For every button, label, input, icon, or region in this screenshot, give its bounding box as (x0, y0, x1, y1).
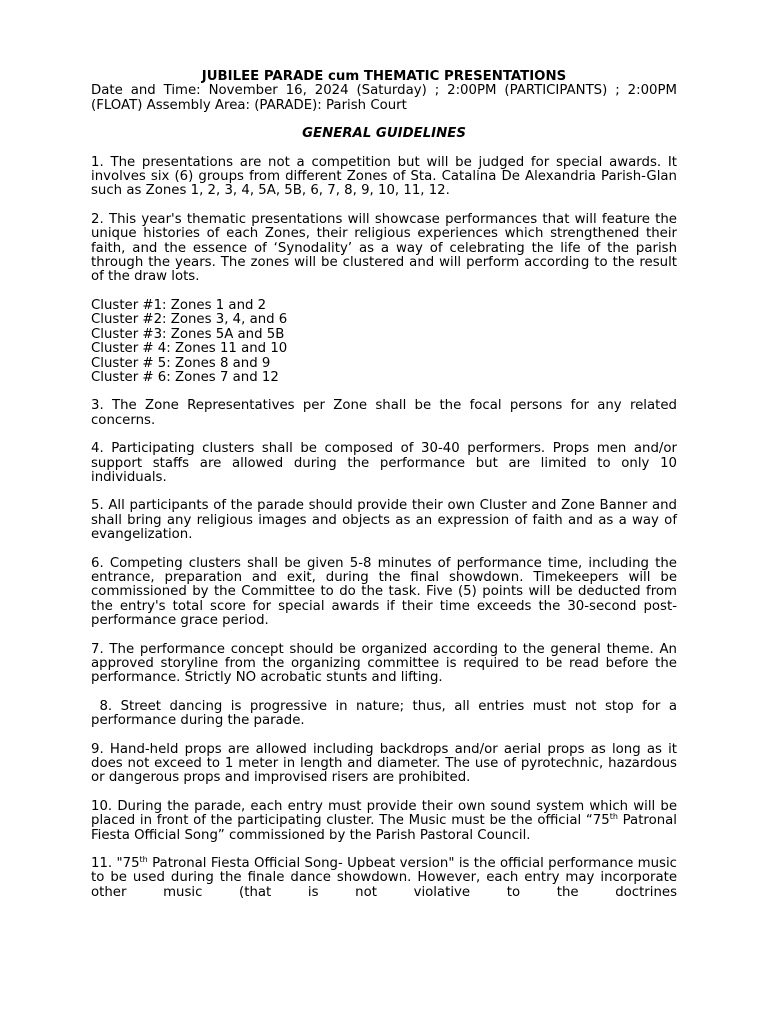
cluster-list (91, 299, 677, 385)
guideline-9: 9. Hand-held props are allowed including backdrops and/or aerial props as long as it does not exceed to 1 meter in length and diameter. The use of pyrotechnic, hazardous or dangerous props and improvised risers are prohibited. (91, 741, 677, 786)
guideline-3: 3. The Zone Representatives per Zone shall be the focal persons for any related concerns. (91, 398, 677, 428)
ordinal-suffix: th (609, 812, 618, 822)
document-title: JUBILEE PARADE cum THEMATIC PRESENTATIONS (201, 69, 567, 84)
cluster-item: Cluster # 4: Zones 11 and 10 (91, 341, 288, 357)
cluster-item: Cluster # 5: Zones 8 and 9 (91, 355, 271, 371)
guideline-11-text-b: Patronal Fiesta Official Song- Upbeat version" is the official performance music to be used during the finale dance showdown. However, each entry may incorporate other music (that is not violative to the doctrines (91, 856, 677, 900)
guideline-5: 5. All participants of the parade should provide their own Cluster and Zone Banner and shall bring any religious images and objects as an expression of faith and as a way of evangelization. (91, 498, 677, 543)
guideline-6: 6. Competing clusters shall be given 5-8 minutes of performance time, including the entrance, preparation and exit, during the final showdown. Timekeepers will be commissioned by the Committee to do the task. Five (5) points will be deducted from the entry's total score for special awards if their time exceeds the 30-second post-performance grace period. (91, 555, 677, 629)
guideline-11 (91, 857, 677, 900)
cluster-item: Cluster #3: Zones 5A and 5B (91, 326, 285, 342)
section-heading: GENERAL GUIDELINES (302, 126, 466, 142)
cluster-item: Cluster #1: Zones 1 and 2 (91, 297, 267, 313)
guideline-7: 7. The performance concept should be organized according to the general theme. An approved storyline from the organizing committee is required to be read before the performance. Strictly NO acrobatic stunts and lifting. (91, 641, 677, 686)
guideline-1: 1. The presentations are not a competition but will be judged for special awards. It involves six (6) groups from different Zones of Sta. Catalina De Alexandria Parish-Glan such as Zones 1, 2, 3, 4, 5A, 5B, 6, 7, 8, 9, 10, 11, 12. (91, 154, 677, 199)
event-details: Date and Time: November 16, 2024 (Saturday) ; 2:00PM (PARTICIPANTS) ; 2:00PM (FLOAT) Assembly Area: (PARADE): Parish Court (91, 83, 677, 113)
guideline-11-text-a: 11. "75 (91, 856, 140, 872)
guideline-10-text-b: Patronal Fiesta Official Song” commissioned by the Parish Pastoral Council. (91, 813, 677, 843)
cluster-item: Cluster # 6: Zones 7 and 12 (91, 369, 279, 385)
guideline-10-text-a: 10. During the parade, each entry must provide their own sound system which will be placed in front of the participating cluster. The Music must be the official “75 (91, 798, 677, 829)
guideline-10 (91, 800, 677, 843)
guideline-2: 2. This year's thematic presentations will showcase performances that will feature the unique histories of each Zones, their religious experiences which strengthened their faith, and the essence of ‘Synodality’ as a way of celebrating the life of the parish through the years. The zones will be clustered and will perform according to the result of the draw lots. (91, 211, 677, 285)
guideline-4: 4. Participating clusters shall be composed of 30-40 performers. Props men and/or support staffs are allowed during the performance but are limited to only 10 individuals. (91, 441, 677, 485)
ordinal-suffix: th (139, 855, 148, 865)
cluster-item: Cluster #2: Zones 3, 4, and 6 (91, 312, 288, 328)
document-page (91, 69, 682, 900)
guideline-8: 8. Street dancing is progressive in nature; thus, all entries must not stop for a performance during the parade. (91, 698, 682, 729)
